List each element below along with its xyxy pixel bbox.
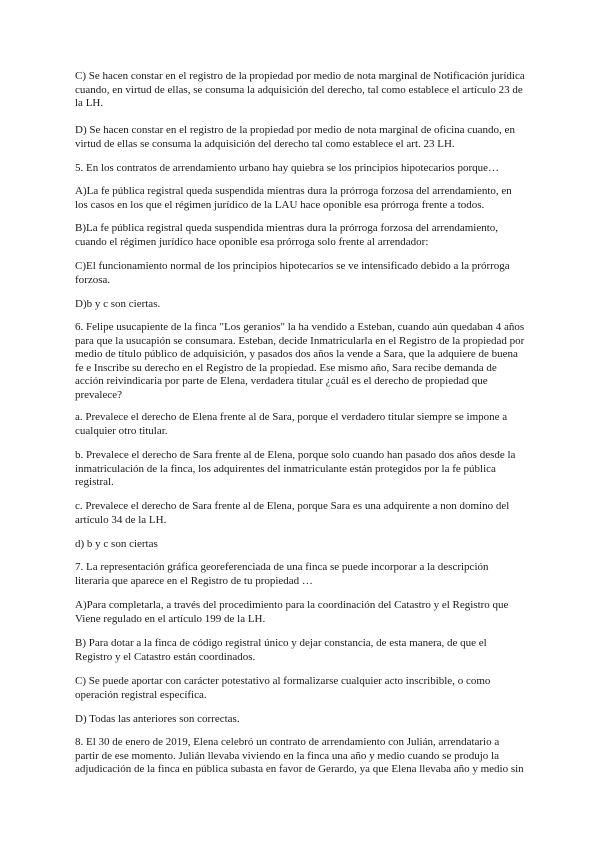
question-7: 7. La representación gráfica georeferenciada de una finca se puede incorporar a la descripción literaria que aparece en el Registro de tu propiedad … [75,561,489,587]
q7-option-c: C) Se puede aportar con carácter potestativo al formalizarse cualquier acto inscribible, o como operación registral específica. [75,675,491,701]
option-c-nota-marginal-notificacion: C) Se hacen constar en el registro de la propiedad por medio de nota marginal de Notificación jurídica cuando, en virtud de ellas, se consuma la adquisición del derecho, tal como establece el artículo 23 de la LH. [75,70,525,110]
q6-option-d: d) b y c son ciertas [75,538,158,550]
question-6: 6. Felipe usucapiente de la finca "Los geranios" la ha vendido a Esteban, cuando aún quedaban 4 años para que la usucapión se consumara. Esteban, decide Inmatricularla en el Registro de la propiedad por medio de título público de adquisición, y pasados dos años la vende a Sara, que la adquiere de buena fe e Inscribe su derecho en el Registro de la propiedad. Ese mismo año, Sara recibe demanda de acción reivindicaria por parte de Elena, verdadera titular ¿cuál es el derecho de propiedad que prevalece? [75,321,525,401]
q5-option-d: D)b y c son ciertas. [75,298,161,310]
q5-option-a: A)La fe pública registral queda suspendida mientras dura la prórroga forzosa del arrendamiento, en los casos en los que el régimen jurídico de la LAU hace oponible esa prórroga frente a todos. [75,185,512,211]
question-8: 8. El 30 de enero de 2019, Elena celebró un contrato de arrendamiento con Julián, arrendatario a partir de ese momento. Julián llevaba viviendo en la finca una año y medio cuando se produjo la adjudicación de la finca en pública subasta en favor de Gerardo, ya que Elena llevaba año y medio sin [75,736,524,776]
q6-option-c: c. Prevalece el derecho de Sara frente al de Elena, porque Sara es una adquirente a non domino del artículo 34 de la LH. [75,500,510,526]
question-5: 5. En los contratos de arrendamiento urbano hay quiebra se los principios hipotecarios porque… [75,162,499,174]
q5-option-b: B)La fe pública registral queda suspendida mientras dura la prórroga forzosa del arrendamiento, cuando el régimen jurídico hace oponible esa prórroga solo frente al arrendador: [75,222,499,248]
q7-option-b: B) Para dotar a la finca de código registral único y dejar constancia, de esta manera, de que el Registro y el Catastro están coordinados. [75,637,487,663]
q7-option-a: A)Para completarla, a través del procedimiento para la coordinación del Catastro y el Registro que Viene regulado en el artículo 199 de la LH. [75,599,509,625]
option-d-nota-marginal-oficina: D) Se hacen constar en el registro de la propiedad por medio de nota marginal de oficina cuando, en virtud de ellas se consuma la adquisición del derecho tal como establece el art. 23 LH. [75,124,515,150]
q6-option-b: b. Prevalece el derecho de Sara frente al de Elena, porque solo cuando han pasado dos años desde la inmatriculación de la finca, los adquirentes del inmatriculante están protegidos por la fe pública registral. [75,449,516,489]
q7-option-d: D) Todas las anteriores son correctas. [75,713,240,725]
q6-option-a: a. Prevalece el derecho de Elena frente al de Sara, porque el verdadero titular siempre se impone a cualquier otro titular. [75,411,508,437]
q5-option-c: C)El funcionamiento normal de los principios hipotecarios se ve intensificado debido a la prórroga forzosa. [75,260,510,286]
